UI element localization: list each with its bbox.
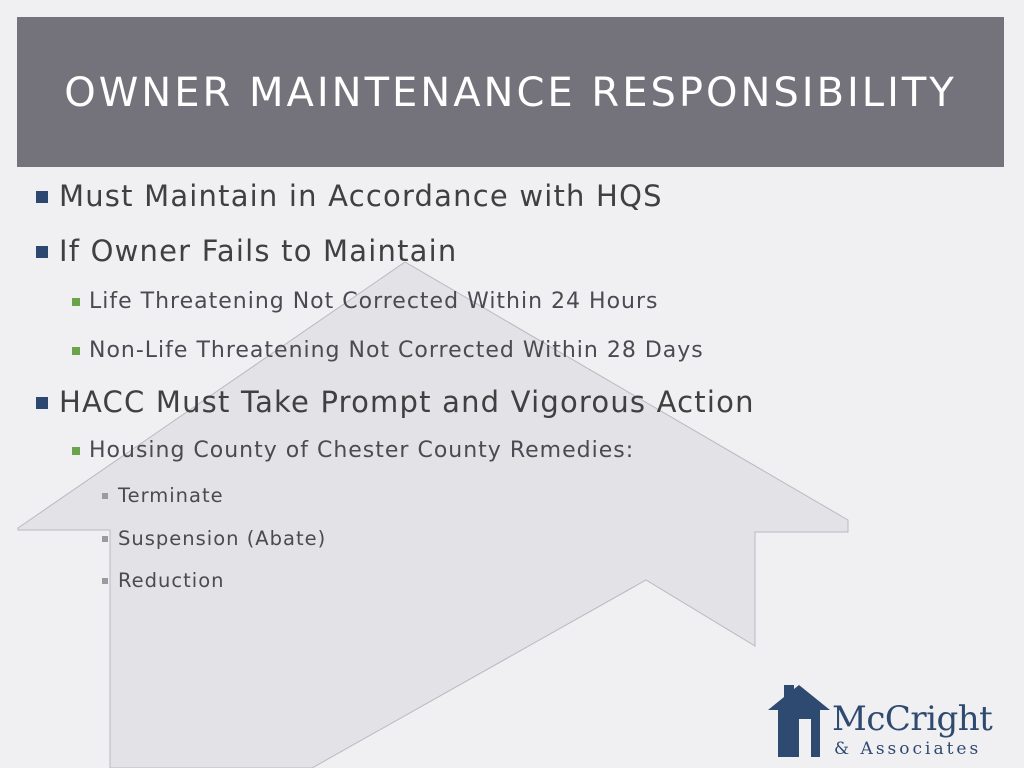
logo-subtitle: & Associates: [834, 739, 982, 759]
logo-name: McCright: [832, 699, 993, 739]
sub-sub-bullet-item: [102, 484, 224, 507]
slide-title: OWNER MAINTENANCE RESPONSIBILITY: [64, 70, 957, 116]
bullet-square-icon: [36, 397, 48, 409]
bullet-square-icon: [102, 536, 108, 542]
bullet-square-icon: [36, 246, 48, 258]
bullet-text: Life Threatening Not Corrected Within 24 Hours: [89, 289, 659, 314]
bullet-text: Must Maintain in Accordance with HQS: [59, 179, 663, 213]
bullet-item: [36, 179, 663, 213]
sub-sub-bullet-item: [102, 527, 326, 550]
sub-bullet-item: [72, 438, 634, 463]
house-icon: [768, 683, 830, 759]
bullet-item: [36, 385, 755, 419]
bullet-text: Reduction: [118, 569, 225, 592]
sub-bullet-item: [72, 289, 659, 314]
bullet-text: Terminate: [118, 484, 224, 507]
bullet-square-icon: [72, 447, 80, 455]
bullet-text: Suspension (Abate): [118, 527, 327, 550]
sub-bullet-item: [72, 338, 704, 363]
bullet-square-icon: [72, 298, 80, 306]
bullet-square-icon: [72, 347, 80, 355]
bullet-square-icon: [36, 191, 48, 203]
bullet-text: Non-Life Threatening Not Corrected Within 28 Days: [89, 338, 704, 363]
bullet-text: Housing County of Chester County Remedies:: [89, 438, 635, 463]
bullet-square-icon: [102, 578, 108, 584]
company-logo: [768, 683, 1000, 761]
sub-sub-bullet-item: [102, 569, 224, 592]
bullet-square-icon: [102, 493, 108, 499]
bullet-item: [36, 234, 457, 268]
bullet-text: HACC Must Take Prompt and Vigorous Action: [59, 385, 755, 419]
bullet-text: If Owner Fails to Maintain: [59, 234, 458, 268]
